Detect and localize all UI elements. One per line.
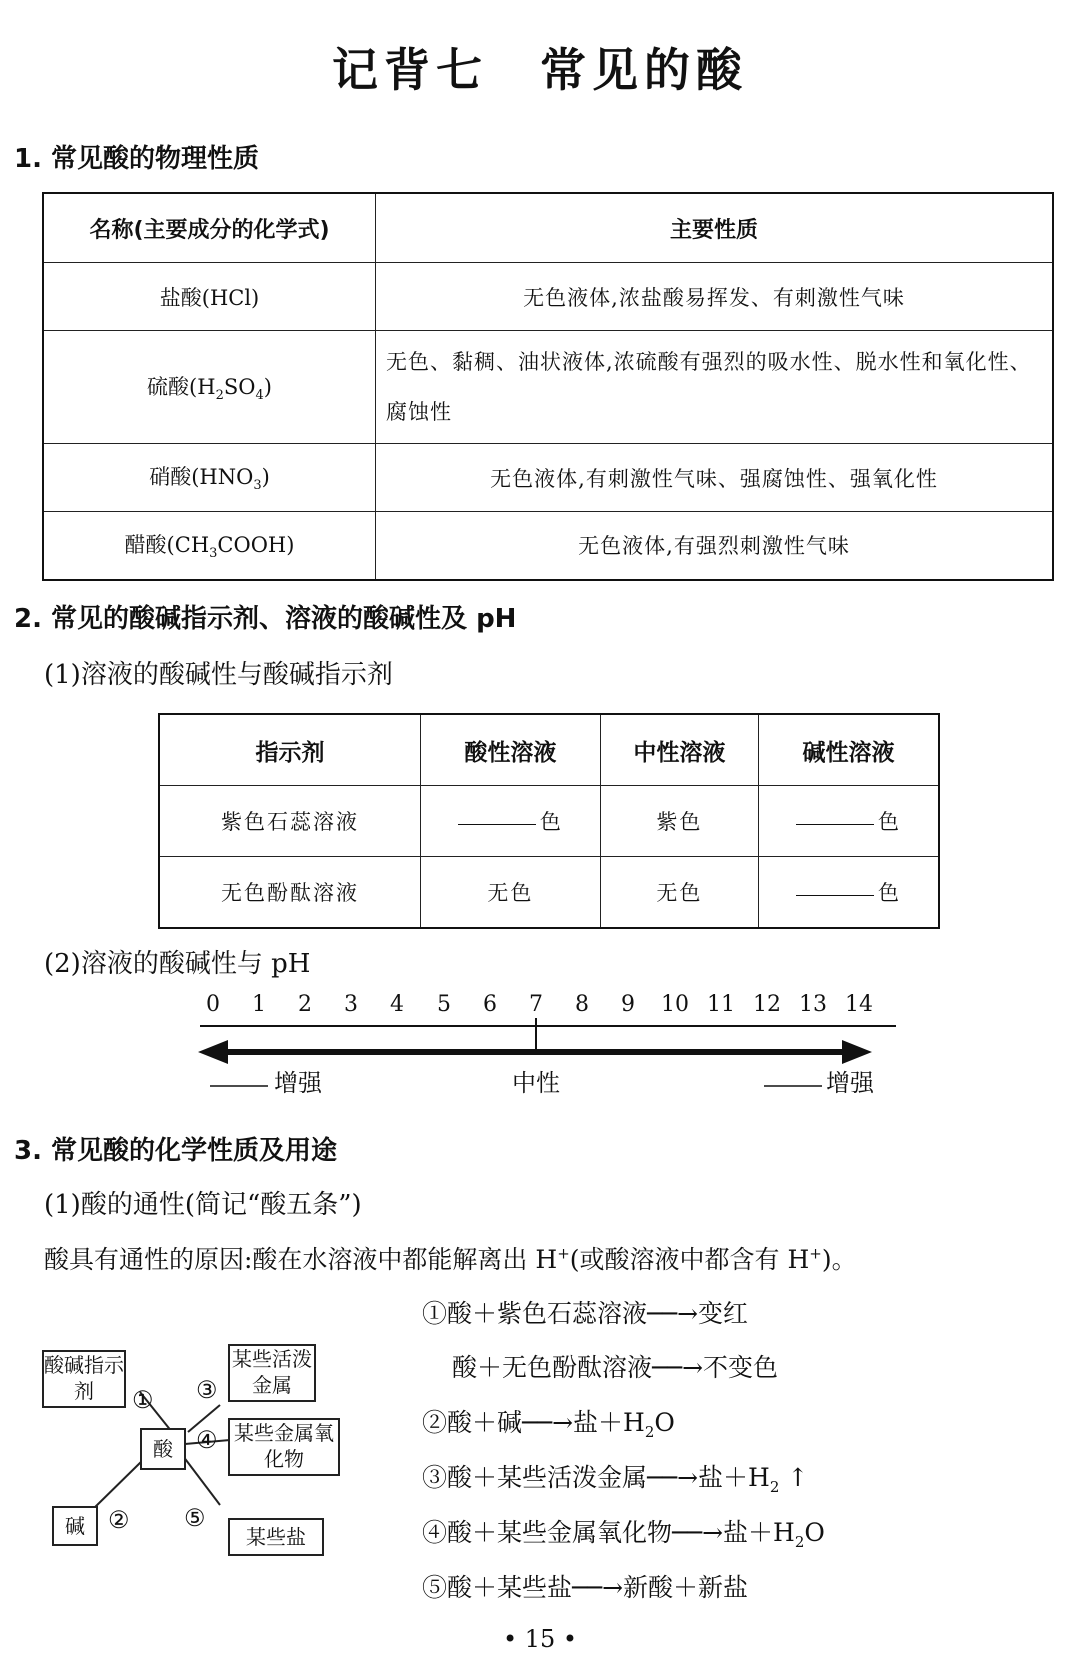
section3-sub1: (1)酸的通性(简记“酸五条”) xyxy=(44,1190,362,1220)
ph-arrow-left xyxy=(198,1040,228,1064)
diagram-box-base: 碱 xyxy=(52,1506,98,1546)
ph-tick-label: 13 xyxy=(799,992,827,1017)
table1-header-name: 名称(主要成分的化学式) xyxy=(43,193,376,263)
diagram-num-4: ④ xyxy=(196,1426,218,1454)
diagram-box-salt: 某些盐 xyxy=(228,1518,324,1556)
base-color-cell: 色 xyxy=(758,857,939,929)
table-row xyxy=(159,857,939,929)
diagram-num-2: ② xyxy=(108,1506,130,1534)
acid-props: 无色液体,浓盐酸易挥发、有刺激性气味 xyxy=(376,263,1054,331)
ph-left-label: 增强 xyxy=(274,1069,322,1097)
diagram-num-5: ⑤ xyxy=(184,1504,206,1532)
table-row xyxy=(159,786,939,857)
table-row xyxy=(43,331,1053,444)
table-row xyxy=(43,512,1053,580)
diagram-box-acid: 酸 xyxy=(140,1428,186,1470)
acid-color-cell: 色 xyxy=(421,786,601,857)
diagram-num-3: ③ xyxy=(196,1376,218,1404)
ph-tick-label: 0 xyxy=(206,992,220,1017)
fill-blank xyxy=(796,894,874,896)
acid-reason-text: 酸具有通性的原因:酸在水溶液中都能解离出 H+(或酸溶液中都含有 H+)。 xyxy=(44,1244,857,1274)
section2-sub2: (2)溶液的酸碱性与 pH xyxy=(44,949,311,979)
ph-tick-label: 12 xyxy=(753,992,781,1017)
fill-blank xyxy=(796,823,874,825)
acid-props: 无色液体,有刺激性气味、强腐蚀性、强氧化性 xyxy=(376,444,1054,512)
acid-name: 醋酸$(CH_3COOH)$ xyxy=(43,512,376,580)
ph-right-label: 增强 xyxy=(826,1069,874,1097)
diagram-num-1: ① xyxy=(132,1386,154,1414)
diagram-box-active-metal: 某些活泼金属 xyxy=(228,1344,316,1402)
table2-header-neutral: 中性溶液 xyxy=(600,714,758,786)
physical-properties-table xyxy=(42,192,1054,581)
diagram-box-indicator: 酸碱指示剂 xyxy=(42,1350,126,1408)
acid-name: 盐酸(HCl) xyxy=(43,263,376,331)
ph-middle-label: 中性 xyxy=(512,1069,560,1097)
equation-1: ①酸＋紫色石蕊溶液──→变红 xyxy=(422,1299,749,1328)
acid-props: 无色液体,有强烈刺激性气味 xyxy=(376,512,1054,580)
acid-color-cell: 无色 xyxy=(421,857,601,929)
page-title: 记背七 常见的酸 xyxy=(332,43,748,97)
page-number: • 15 • xyxy=(502,1625,578,1653)
indicator-name: 无色酚酞溶液 xyxy=(159,857,421,929)
table2-header-acid: 酸性溶液 xyxy=(421,714,601,786)
equation-4: ④酸＋某些金属氧化物──→盐$+H_2O$ xyxy=(422,1518,825,1551)
ph-tick-label: 2 xyxy=(298,992,312,1017)
table2-header-indicator: 指示剂 xyxy=(159,714,421,786)
acid-name: 硫酸$(H_2SO_4)$ xyxy=(43,331,376,444)
section3-heading: 3. 常见酸的化学性质及用途 xyxy=(14,1136,338,1166)
equation-1b: 酸＋无色酚酞溶液──→不变色 xyxy=(452,1353,779,1382)
ph-tick-label: 4 xyxy=(390,992,404,1017)
ph-tick-label: 7 xyxy=(529,992,543,1017)
equation-3: ③酸＋某些活泼金属──→盐$+H_2$ ↑ xyxy=(422,1463,809,1496)
ph-tick-label: 14 xyxy=(845,992,873,1017)
section1-heading: 1. 常见酸的物理性质 xyxy=(14,144,260,174)
fill-blank xyxy=(458,823,536,825)
table-row xyxy=(43,444,1053,512)
equation-5: ⑤酸＋某些盐──→新酸＋新盐 xyxy=(422,1573,749,1602)
equation-2: ②酸＋碱──→盐$+H_2O$ xyxy=(422,1408,675,1441)
table2-header-base: 碱性溶液 xyxy=(758,714,939,786)
ph-tick-label: 5 xyxy=(437,992,451,1017)
ph-tick-label: 6 xyxy=(483,992,497,1017)
section2-sub1: (1)溶液的酸碱性与酸碱指示剂 xyxy=(44,660,393,690)
ph-tick-label: 1 xyxy=(252,992,266,1017)
diagram-box-metal-oxide: 某些金属氧化物 xyxy=(228,1418,340,1476)
indicator-table xyxy=(158,713,940,929)
indicator-name: 紫色石蕊溶液 xyxy=(159,786,421,857)
neutral-color-cell: 紫色 xyxy=(600,786,758,857)
acid-props: 无色、黏稠、油状液体,浓硫酸有强烈的吸水性、脱水性和氧化性、腐蚀性 xyxy=(376,331,1054,444)
section2-heading: 2. 常见的酸碱指示剂、溶液的酸碱性及 pH xyxy=(14,604,517,634)
ph-tick-label: 8 xyxy=(575,992,589,1017)
table1-header-props: 主要性质 xyxy=(376,193,1054,263)
table-row xyxy=(43,263,1053,331)
ph-tick-label: 3 xyxy=(344,992,358,1017)
base-color-cell: 色 xyxy=(758,786,939,857)
ph-tick-label: 9 xyxy=(621,992,635,1017)
ph-arrow-right xyxy=(842,1040,872,1064)
neutral-color-cell: 无色 xyxy=(600,857,758,929)
acid-name: 硝酸$(HNO_3)$ xyxy=(43,444,376,512)
ph-tick-label: 10 xyxy=(661,992,689,1017)
ph-tick-label: 11 xyxy=(707,992,735,1017)
